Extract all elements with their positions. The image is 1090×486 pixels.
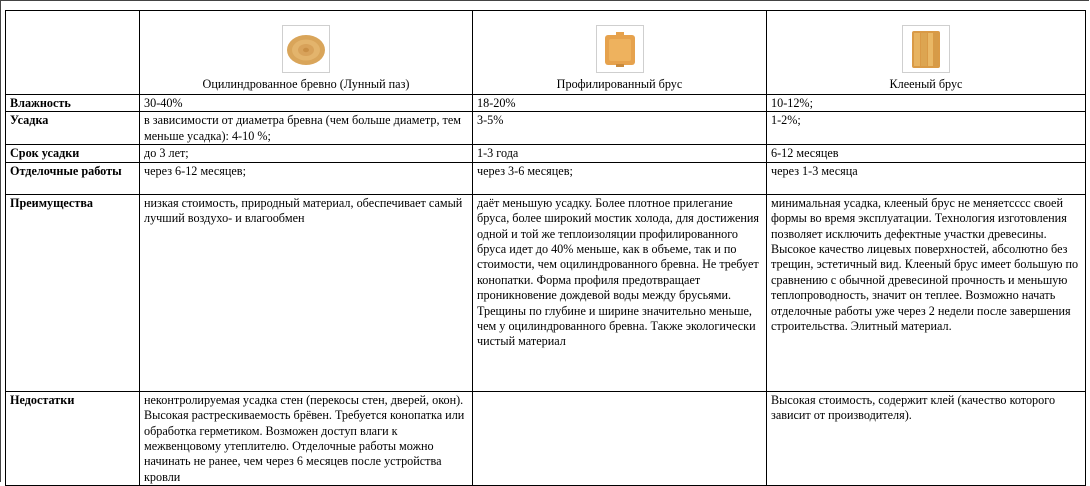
table-cell: 3-5% bbox=[473, 112, 767, 145]
table-cell: через 6-12 месяцев; bbox=[140, 162, 473, 194]
table-cell: неконтролируемая усадка стен (перекосы стен, дверей, окон). Высокая растрескиваемость брёвен. Требуется конопатка или обработка герметиком. Возможен доступ влаги к межвенцовому утеплителю. Отделочные работы можно начинать не ранее, чем через 6 месяцев после устройства кровли bbox=[140, 391, 473, 485]
row-label: Преимущества bbox=[6, 194, 140, 391]
table-row bbox=[6, 162, 1086, 194]
row-label: Влажность bbox=[6, 95, 140, 112]
table-cell: низкая стоимость, природный материал, обеспечивает самый лучший воздухо- и влагообмен bbox=[140, 194, 473, 391]
column-title-round-log: Оцилиндрованное бревно (Лунный паз) bbox=[202, 76, 410, 91]
table-cell: 30-40% bbox=[140, 95, 473, 112]
column-header-profiled-beam bbox=[473, 11, 767, 95]
corner-cell bbox=[6, 11, 140, 95]
table-row bbox=[6, 194, 1086, 391]
table-row bbox=[6, 95, 1086, 112]
table-cell: 6-12 месяцев bbox=[767, 145, 1086, 162]
column-title-glued-beam: Клееный брус bbox=[889, 76, 963, 91]
round-log-image bbox=[282, 25, 330, 73]
column-header-glued-beam bbox=[767, 11, 1086, 95]
table-cell: через 3-6 месяцев; bbox=[473, 162, 767, 194]
row-label: Срок усадки bbox=[6, 145, 140, 162]
table-row bbox=[6, 145, 1086, 162]
table-cell: 1-2%; bbox=[767, 112, 1086, 145]
table-cell: 10-12%; bbox=[767, 95, 1086, 112]
table-cell: 1-3 года bbox=[473, 145, 767, 162]
comparison-table bbox=[5, 10, 1086, 486]
profiled-beam-image bbox=[596, 25, 644, 73]
table-cell: через 1-3 месяца bbox=[767, 162, 1086, 194]
column-title-profiled-beam: Профилированный брус bbox=[556, 76, 683, 91]
column-header-round-log bbox=[140, 11, 473, 95]
table-cell: 18-20% bbox=[473, 95, 767, 112]
row-label: Недостатки bbox=[6, 391, 140, 485]
table-row bbox=[6, 391, 1086, 485]
table-cell: Высокая стоимость, содержит клей (качество которого зависит от производителя). bbox=[767, 391, 1086, 485]
glued-beam-image bbox=[902, 25, 950, 73]
row-label: Отделочные работы bbox=[6, 162, 140, 194]
table-cell bbox=[473, 391, 767, 485]
row-label: Усадка bbox=[6, 112, 140, 145]
table-cell: до 3 лет; bbox=[140, 145, 473, 162]
table-cell: в зависимости от диаметра бревна (чем больше диаметр, тем меньше усадка): 4-10 %; bbox=[140, 112, 473, 145]
header-row bbox=[6, 11, 1086, 95]
table-cell: минимальная усадка, клееный брус не меняетсссс своей формы во время эксплуатации. Технология изготовления позволяет исключить дефектные участки древесины. Высокое качество лицевых поверхностей, абсолютно без трещин, эстетичный вид. Клееный брус имеет большую по сравнению с обычной древесиной прочность и меньшую теплопроводность, значит он теплее. Возможно начать отделочные работы уже через 2 недели после завершения строительства. Элитный материал. bbox=[767, 194, 1086, 391]
table-cell: даёт меньшую усадку. Более плотное прилегание бруса, более широкий мостик холода, для достижения одной и той же теплоизоляции профилированного бруса идет до 40% меньше, как в объеме, так и по стоимости, чем оцилиндрованного бревна. Не требует конопатки. Форма профиля предотвращает проникновение дождевой воды между брусьями. Трещины по глубине и ширине значительно меньше, чем у оцилиндрованного бревна. Также экологически чистый материал bbox=[473, 194, 767, 391]
table-row bbox=[6, 112, 1086, 145]
